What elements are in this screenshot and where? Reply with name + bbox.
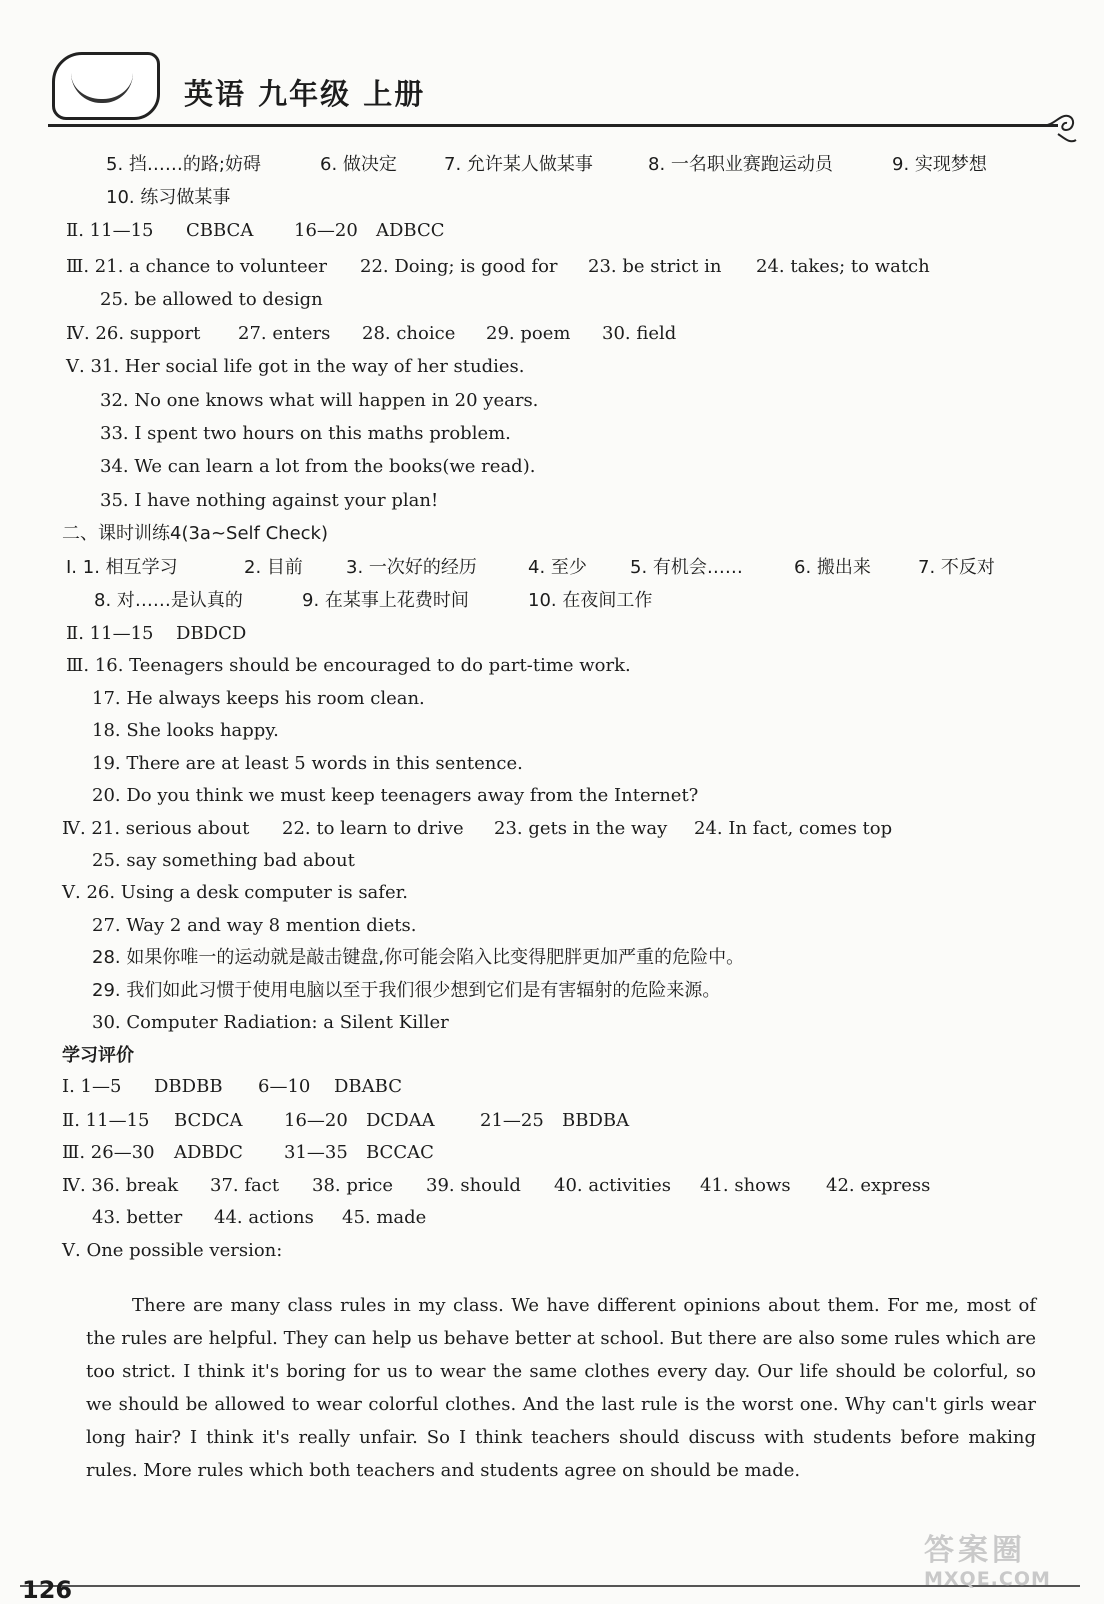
- answer-item: 二、课时训练4(3a~Self Check): [62, 523, 328, 544]
- answer-item: 28. choice: [362, 323, 456, 344]
- header-divider: [48, 124, 1058, 127]
- answer-item: 25. say something bad about: [92, 850, 355, 871]
- answer-item: 5. 有机会……: [630, 557, 743, 578]
- footer-divider: [20, 1585, 1080, 1587]
- answer-item: 24. takes; to watch: [756, 256, 930, 277]
- answer-item: 23. be strict in: [588, 256, 722, 277]
- answer-item: 30. Computer Radiation: a Silent Killer: [92, 1012, 449, 1033]
- answer-item: 24. In fact, comes top: [694, 818, 893, 839]
- answer-item: 9. 在某事上花费时间: [302, 590, 469, 611]
- answer-item: 8. 一名职业赛跑运动员: [648, 154, 833, 175]
- section-heading: 学习评价: [62, 1045, 134, 1066]
- answer-item: DCDAA: [366, 1110, 435, 1131]
- answer-item: Ⅱ. 11—15: [66, 220, 154, 241]
- page-number: 126: [22, 1576, 73, 1604]
- answer-item: Ⅲ. 26—30: [62, 1142, 155, 1163]
- answer-item: 18. She looks happy.: [92, 720, 279, 741]
- answer-item: Ⅴ. 26. Using a desk computer is safer.: [62, 882, 408, 903]
- answer-item: Ⅴ. 31. Her social life got in the way of her studies.: [66, 356, 525, 377]
- answer-item: 9. 实现梦想: [892, 154, 987, 175]
- answer-item: 28. 如果你唯一的运动就是敲击键盘,你可能会陷入比变得肥胖更加严重的危险中。: [92, 947, 745, 968]
- answer-item: 10. 练习做某事: [106, 187, 231, 208]
- answer-item: 41. shows: [700, 1175, 791, 1196]
- answer-item: 25. be allowed to design: [100, 289, 323, 310]
- answer-item: 6—10: [258, 1076, 311, 1097]
- answer-item: Ⅱ. 11—15: [66, 623, 154, 644]
- answer-item: Ⅲ. 16. Teenagers should be encouraged to do part-time work.: [66, 655, 631, 676]
- answer-item: 22. Doing; is good for: [360, 256, 558, 277]
- answer-item: 42. express: [826, 1175, 931, 1196]
- answer-item: Ⅳ. 36. break: [62, 1175, 179, 1196]
- answer-item: BCDCA: [174, 1110, 243, 1131]
- answer-item: 31—35: [284, 1142, 348, 1163]
- answer-item: 6. 搬出来: [794, 557, 871, 578]
- answer-item: 19. There are at least 5 words in this sentence.: [92, 753, 523, 774]
- answer-item: 7. 不反对: [918, 557, 995, 578]
- answer-item: 32. No one knows what will happen in 20 years.: [100, 390, 539, 411]
- answer-item: 34. We can learn a lot from the books(we read).: [100, 456, 536, 477]
- book-logo-icon: [52, 52, 160, 120]
- answer-item: Ⅲ. 21. a chance to volunteer: [66, 256, 327, 277]
- answer-item: 45. made: [342, 1207, 427, 1228]
- page-header: [0, 0, 1104, 140]
- answer-item: 27. enters: [238, 323, 331, 344]
- answer-item: 44. actions: [214, 1207, 314, 1228]
- answer-item: 30. field: [602, 323, 677, 344]
- answer-item: Ⅱ. 11—15: [62, 1110, 150, 1131]
- answer-item: 20. Do you think we must keep teenagers away from the Internet?: [92, 785, 699, 806]
- answer-item: 43. better: [92, 1207, 183, 1228]
- page-title: 英语 九年级 上册: [184, 77, 426, 111]
- answer-item: DBDBB: [154, 1076, 223, 1097]
- answer-item: Ⅰ. 1. 相互学习: [66, 557, 178, 578]
- answer-item: BCCAC: [366, 1142, 434, 1163]
- answer-item: 27. Way 2 and way 8 mention diets.: [92, 915, 417, 936]
- answer-item: 29. 我们如此习惯于使用电脑以至于我们很少想到它们是有害辐射的危险来源。: [92, 980, 721, 1001]
- answer-item: 33. I spent two hours on this maths problem.: [100, 423, 511, 444]
- watermark-url: MXQE.COM: [924, 1568, 1051, 1590]
- model-essay: There are many class rules in my class. We have different opinions about them. For me, most of the rules are helpful. They can help us behave better at school. But there are also some rules which are too strict. I think it's boring for us to wear the same clothes every day. Our life should be colorful, so we should be allowed to wear colorful clothes. And the last rule is the worst one. Why can't girls wear long hair? I think it's really unfair. So I think teachers should discuss with students before making rules. More rules which both teachers and students agree on should be made.: [86, 1295, 1036, 1481]
- answer-item: 10. 在夜间工作: [528, 590, 653, 611]
- answer-item: 6. 做决定: [320, 154, 397, 175]
- curl-ornament-icon: [1040, 104, 1080, 150]
- answer-item: 35. I have nothing against your plan!: [100, 490, 439, 511]
- answer-item: 17. He always keeps his room clean.: [92, 688, 425, 709]
- answer-item: Ⅴ. One possible version:: [62, 1240, 283, 1261]
- logo-swoosh: [71, 69, 133, 103]
- answer-item: DBDCD: [176, 623, 247, 644]
- answer-item: 16—20: [294, 220, 358, 241]
- answer-item: 23. gets in the way: [494, 818, 668, 839]
- answer-item: 39. should: [426, 1175, 521, 1196]
- answer-item: 38. price: [312, 1175, 393, 1196]
- answer-item: CBBCA: [186, 220, 254, 241]
- answer-item: DBABC: [334, 1076, 402, 1097]
- answer-item: 2. 目前: [244, 557, 303, 578]
- answer-item: Ⅳ. 26. support: [66, 323, 201, 344]
- watermark: [924, 1534, 1094, 1596]
- answer-item: 37. fact: [210, 1175, 280, 1196]
- answer-item: 7. 允许某人做某事: [444, 154, 593, 175]
- answer-item: 21—25: [480, 1110, 544, 1131]
- answer-item: 29. poem: [486, 323, 571, 344]
- answer-item: 3. 一次好的经历: [346, 557, 477, 578]
- answer-item: 8. 对……是认真的: [94, 590, 243, 611]
- watermark-logo-text: 答案圈: [924, 1533, 1026, 1568]
- answer-item: BBDBA: [562, 1110, 630, 1131]
- answer-item: 4. 至少: [528, 557, 587, 578]
- answer-item: ADBCC: [376, 220, 445, 241]
- answer-item: 22. to learn to drive: [282, 818, 464, 839]
- answer-item: 16—20: [284, 1110, 348, 1131]
- answer-item: 5. 挡……的路;妨碍: [106, 154, 261, 175]
- answer-item: ADBDC: [174, 1142, 243, 1163]
- answer-item: 40. activities: [554, 1175, 671, 1196]
- answer-item: Ⅰ. 1—5: [62, 1076, 122, 1097]
- answer-item: Ⅳ. 21. serious about: [62, 818, 250, 839]
